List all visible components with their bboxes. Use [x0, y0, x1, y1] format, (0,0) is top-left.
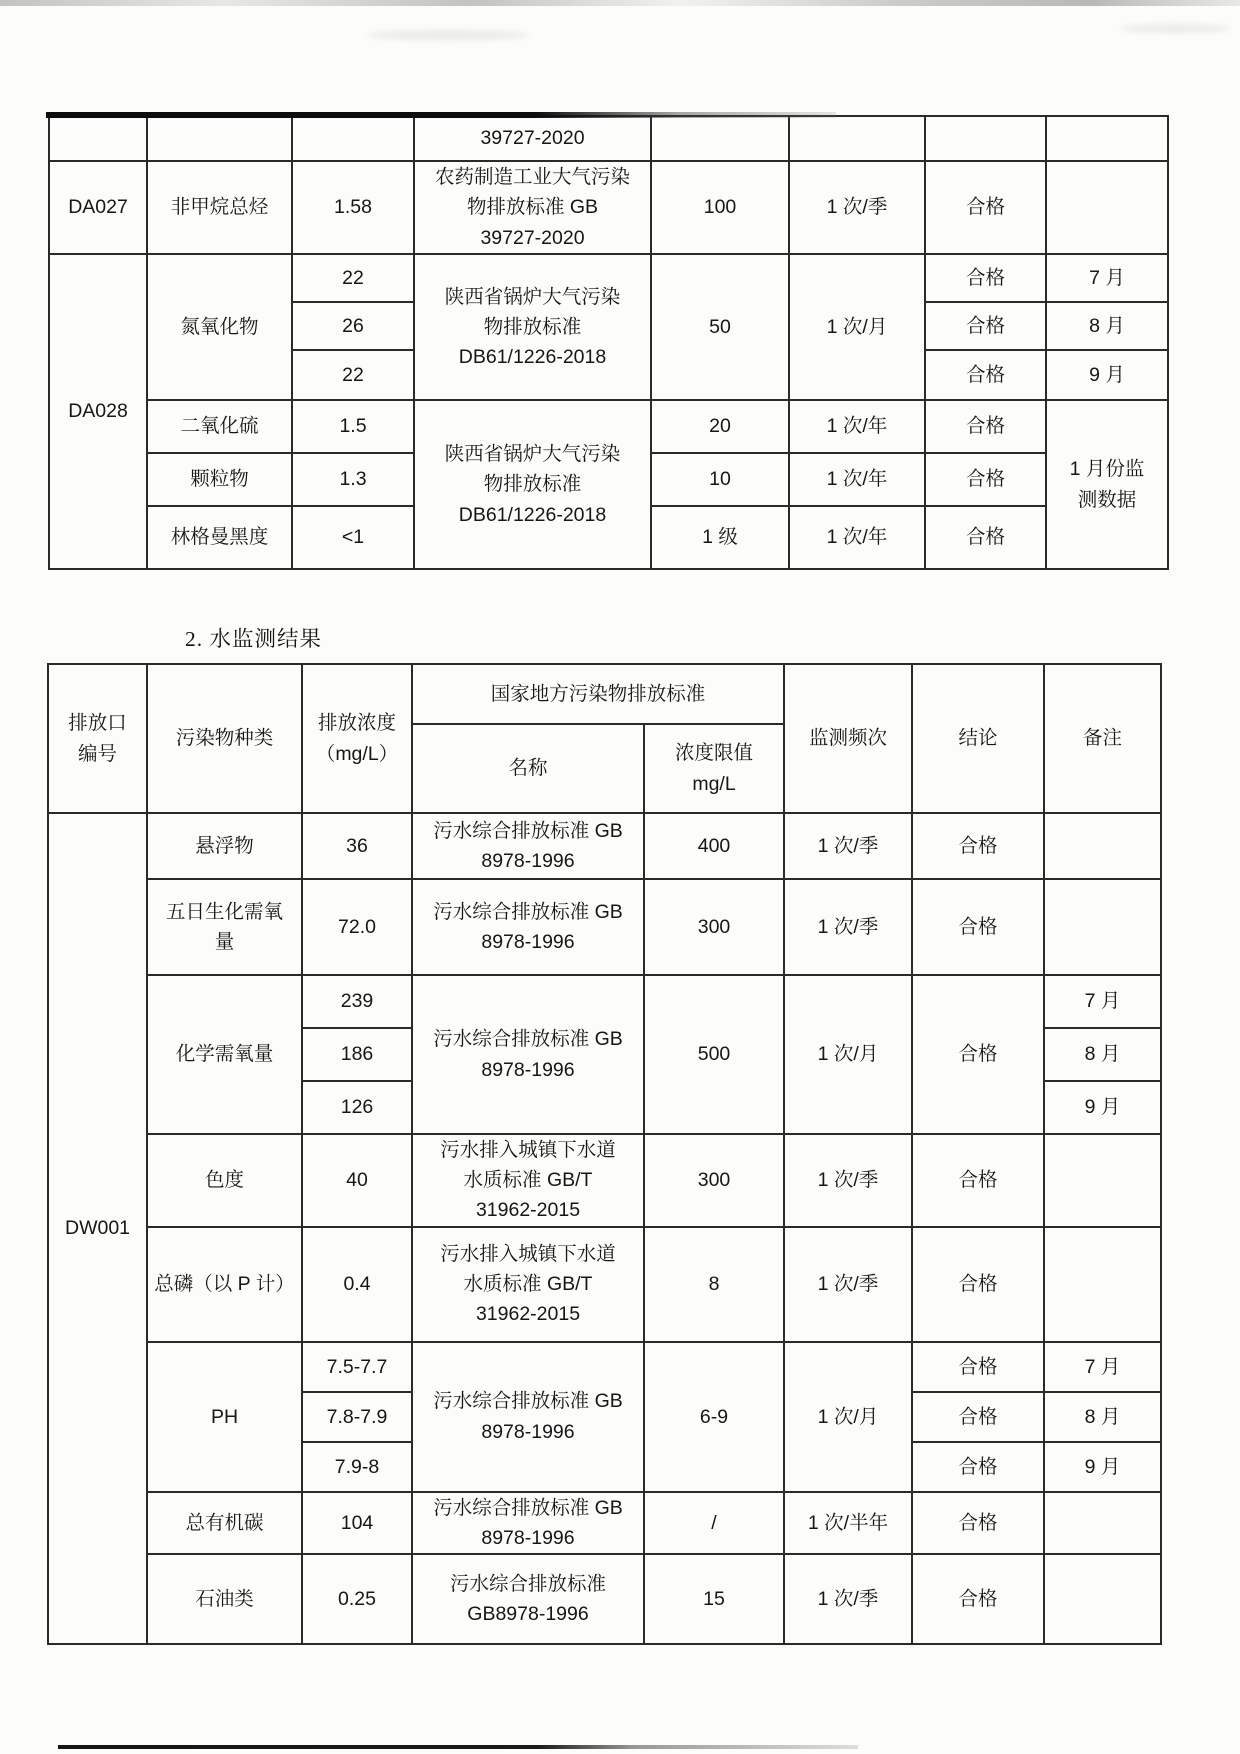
- remark-month: 9 月: [1044, 1081, 1161, 1134]
- standard-name: [412, 975, 644, 1134]
- standard-line: 8978-1996: [481, 1420, 575, 1443]
- standard-name: [412, 1342, 644, 1492]
- standard-line: 污水综合排放标准 GB: [433, 1390, 623, 1413]
- empty-cell: [1044, 1227, 1161, 1342]
- measured-value: 1.5: [292, 400, 414, 453]
- standard-line: 物排放标准 GB: [466, 196, 599, 219]
- standard-line: 物排放标准: [483, 473, 582, 496]
- remark-month: 8 月: [1044, 1392, 1161, 1442]
- monitor-frequency: 1 次/月: [789, 254, 925, 400]
- measured-value: 22: [292, 254, 414, 302]
- column-header-standard-name: 名称: [412, 724, 644, 813]
- standard-name: [412, 813, 644, 879]
- table-row: [49, 161, 1168, 254]
- scan-artifact-top-band: [0, 0, 1240, 6]
- column-header-outlet: [48, 664, 147, 813]
- table-row: [48, 1492, 1161, 1554]
- standard-line: 污水排入城镇下水道: [440, 1139, 616, 1161]
- table-row: [48, 1342, 1161, 1392]
- remark-month: 7 月: [1046, 254, 1168, 302]
- empty-cell: [49, 116, 147, 161]
- conclusion: 合格: [912, 1554, 1044, 1644]
- empty-cell: [1044, 879, 1161, 975]
- table-row: [49, 116, 1168, 161]
- measured-value: 239: [302, 975, 412, 1028]
- standard-line: 污水综合排放标准 GB: [433, 819, 623, 842]
- table-row: [48, 1554, 1161, 1644]
- empty-cell: [1046, 116, 1168, 161]
- standard-line: 8978-1996: [481, 1058, 575, 1081]
- header-row: [48, 664, 1161, 724]
- measured-value: 186: [302, 1028, 412, 1081]
- conclusion: 合格: [912, 879, 1044, 975]
- limit-value: 10: [651, 453, 789, 506]
- limit-value: /: [644, 1492, 784, 1554]
- monitor-frequency: 1 次/季: [784, 813, 912, 879]
- measured-value: <1: [292, 506, 414, 569]
- standard-line: 8978-1996: [481, 931, 575, 953]
- standard-name: [412, 1492, 644, 1554]
- pollutant-name: 林格曼黑度: [147, 506, 292, 569]
- measured-value: 40: [302, 1134, 412, 1227]
- measured-value: 36: [302, 813, 412, 879]
- table-row: [49, 254, 1168, 302]
- remark-month: 9 月: [1046, 350, 1168, 400]
- standard-line: DB61/1226-2018: [458, 503, 607, 526]
- standard-line: 污水综合排放标准 GB: [433, 1028, 623, 1051]
- measured-value: 72.0: [302, 879, 412, 975]
- remark-line: 测数据: [1077, 488, 1137, 511]
- measured-value: 0.25: [302, 1554, 412, 1644]
- measured-value: 1.58: [292, 161, 414, 254]
- standard-line: 水质标准 GB/T: [463, 1273, 593, 1296]
- header-line: 浓度限值: [675, 742, 754, 765]
- limit-value: 300: [644, 1134, 784, 1227]
- table-row: [49, 400, 1168, 453]
- conclusion: 合格: [912, 1392, 1044, 1442]
- column-header-frequency: 监测频次: [784, 664, 912, 813]
- column-header-concentration: [302, 664, 412, 813]
- measured-value: 104: [302, 1492, 412, 1554]
- pollutant-name: PH: [147, 1342, 302, 1492]
- empty-cell: [1044, 1492, 1161, 1554]
- empty-cell: [1044, 1554, 1161, 1644]
- standard-line: DB61/1226-2018: [458, 346, 607, 369]
- pollutant-name: 石油类: [147, 1554, 302, 1644]
- standard-name: [414, 254, 651, 400]
- remark-month: 7 月: [1044, 975, 1161, 1028]
- monitor-frequency: 1 次/季: [784, 1554, 912, 1644]
- limit-value: 100: [651, 161, 789, 254]
- limit-value: 400: [644, 813, 784, 879]
- measured-value: 0.4: [302, 1227, 412, 1342]
- monitor-frequency: 1 次/季: [784, 879, 912, 975]
- pollutant-name: 总有机碳: [147, 1492, 302, 1554]
- conclusion: 合格: [925, 400, 1046, 453]
- limit-value: 500: [644, 975, 784, 1134]
- standard-name: [412, 1554, 644, 1644]
- limit-value: 20: [651, 400, 789, 453]
- pollutant-name: [147, 879, 302, 975]
- remark-month: 7 月: [1044, 1342, 1161, 1392]
- header-line: 排放口: [68, 712, 127, 735]
- conclusion: 合格: [912, 1342, 1044, 1392]
- measured-value: 7.8-7.9: [302, 1392, 412, 1442]
- table-row: [48, 975, 1161, 1028]
- monitor-frequency: 1 次/季: [784, 1134, 912, 1227]
- measured-value: 7.9-8: [302, 1442, 412, 1492]
- column-header-standard-group: 国家地方污染物排放标准: [412, 664, 784, 724]
- empty-cell: [1044, 1134, 1161, 1227]
- header-line: mg/L: [692, 772, 736, 795]
- standard-line: 陕西省锅炉大气污染: [444, 443, 621, 466]
- standard-name: [414, 161, 651, 254]
- table-row: [48, 1134, 1161, 1227]
- conclusion: 合格: [925, 506, 1046, 569]
- conclusion: 合格: [912, 1442, 1044, 1492]
- remark-month: 8 月: [1046, 302, 1168, 350]
- column-header-pollutant: 污染物种类: [147, 664, 302, 813]
- air-monitoring-table: [48, 115, 1169, 570]
- table-row: [48, 879, 1161, 975]
- section-heading: 2. 水监测结果: [185, 627, 323, 651]
- scan-artifact-smudge: [1120, 24, 1230, 33]
- empty-cell: [789, 116, 925, 161]
- monitor-frequency: 1 次/季: [784, 1227, 912, 1342]
- outlet-code: DA027: [49, 161, 147, 254]
- conclusion: 合格: [925, 161, 1046, 254]
- conclusion: 合格: [925, 254, 1046, 302]
- outlet-code: DW001: [48, 813, 147, 1644]
- conclusion: 合格: [912, 1227, 1044, 1342]
- header-line: 排放浓度: [317, 712, 396, 735]
- limit-value: 1 级: [651, 506, 789, 569]
- monitor-frequency: 1 次/年: [789, 506, 925, 569]
- limit-value: 15: [644, 1554, 784, 1644]
- standard-line: 污水综合排放标准 GB: [433, 1496, 623, 1519]
- monitor-frequency: 1 次/月: [784, 1342, 912, 1492]
- standard-line: 污水排入城镇下水道: [440, 1242, 616, 1265]
- standard-line: 水质标准 GB/T: [463, 1169, 593, 1192]
- conclusion: 合格: [925, 453, 1046, 506]
- remark-month: 9 月: [1044, 1442, 1161, 1492]
- measured-value: 26: [292, 302, 414, 350]
- conclusion: 合格: [912, 1134, 1044, 1227]
- empty-cell: [147, 116, 292, 161]
- standard-line: 8978-1996: [481, 1526, 575, 1549]
- remark-month: 8 月: [1044, 1028, 1161, 1081]
- column-header-limit: [644, 724, 784, 813]
- standard-name: [412, 1134, 644, 1227]
- pollutant-name: 总磷（以 P 计）: [147, 1227, 302, 1342]
- empty-cell: [925, 116, 1046, 161]
- conclusion: 合格: [912, 1492, 1044, 1554]
- standard-name: [412, 879, 644, 975]
- pollutant-name: 色度: [147, 1134, 302, 1227]
- table-row: [48, 1227, 1161, 1342]
- monitor-frequency: 1 次/年: [789, 400, 925, 453]
- measured-value: 7.5-7.7: [302, 1342, 412, 1392]
- standard-line: 39727-2020: [480, 226, 585, 249]
- conclusion: 合格: [912, 975, 1044, 1134]
- scan-artifact-bottom-line: [58, 1745, 858, 1749]
- limit-value: 6-9: [644, 1342, 784, 1492]
- pollutant-name: 化学需氧量: [147, 975, 302, 1134]
- scan-artifact-smudge: [368, 30, 528, 40]
- limit-value: 300: [644, 879, 784, 975]
- standard-line: 污水综合排放标准 GB: [433, 900, 623, 923]
- pollutant-name: 二氧化硫: [147, 400, 292, 453]
- standard-name: [412, 1227, 644, 1342]
- water-monitoring-table: [47, 663, 1162, 1645]
- pollutant-line: 五日生化需氧: [165, 900, 283, 923]
- limit-value: 50: [651, 254, 789, 400]
- monitor-frequency: 1 次/季: [789, 161, 925, 254]
- header-line: （mg/L）: [315, 742, 399, 765]
- column-header-conclusion: 结论: [912, 664, 1044, 813]
- measured-value: 126: [302, 1081, 412, 1134]
- conclusion: 合格: [925, 302, 1046, 350]
- outlet-code: DA028: [49, 254, 147, 569]
- standard-line: 农药制造工业大气污染: [434, 166, 630, 189]
- measured-value: 1.3: [292, 453, 414, 506]
- limit-value: 8: [644, 1227, 784, 1342]
- standard-line: 污水综合排放标准: [449, 1572, 606, 1595]
- standard-name: 39727-2020: [414, 116, 651, 161]
- standard-line: 陕西省锅炉大气污染: [444, 285, 621, 308]
- standard-line: GB8978-1996: [467, 1603, 589, 1626]
- table-row: [48, 813, 1161, 879]
- header-line: 编号: [77, 742, 117, 765]
- standard-name: [414, 400, 651, 569]
- pollutant-line: 量: [214, 931, 235, 953]
- monitor-frequency: 1 次/月: [784, 975, 912, 1134]
- standard-line: 31962-2015: [475, 1303, 581, 1326]
- measured-value: 22: [292, 350, 414, 400]
- empty-cell: [1046, 161, 1168, 254]
- remark-note: [1046, 400, 1168, 569]
- monitor-frequency: 1 次/年: [789, 453, 925, 506]
- pollutant-name: 悬浮物: [147, 813, 302, 879]
- column-header-remark: 备注: [1044, 664, 1161, 813]
- pollutant-name: 颗粒物: [147, 453, 292, 506]
- standard-line: 8978-1996: [481, 850, 575, 872]
- remark-line: 1 月份监: [1069, 458, 1145, 481]
- empty-cell: [292, 116, 414, 161]
- conclusion: 合格: [912, 813, 1044, 879]
- empty-cell: [651, 116, 789, 161]
- pollutant-name: 氮氧化物: [147, 254, 292, 400]
- standard-line: 31962-2015: [475, 1199, 581, 1222]
- monitor-frequency: 1 次/半年: [784, 1492, 912, 1554]
- empty-cell: [1044, 813, 1161, 879]
- scan-artifact-heavy-border: [46, 112, 836, 118]
- conclusion: 合格: [925, 350, 1046, 400]
- standard-line: 物排放标准: [483, 315, 582, 338]
- pollutant-name: 非甲烷总烃: [147, 161, 292, 254]
